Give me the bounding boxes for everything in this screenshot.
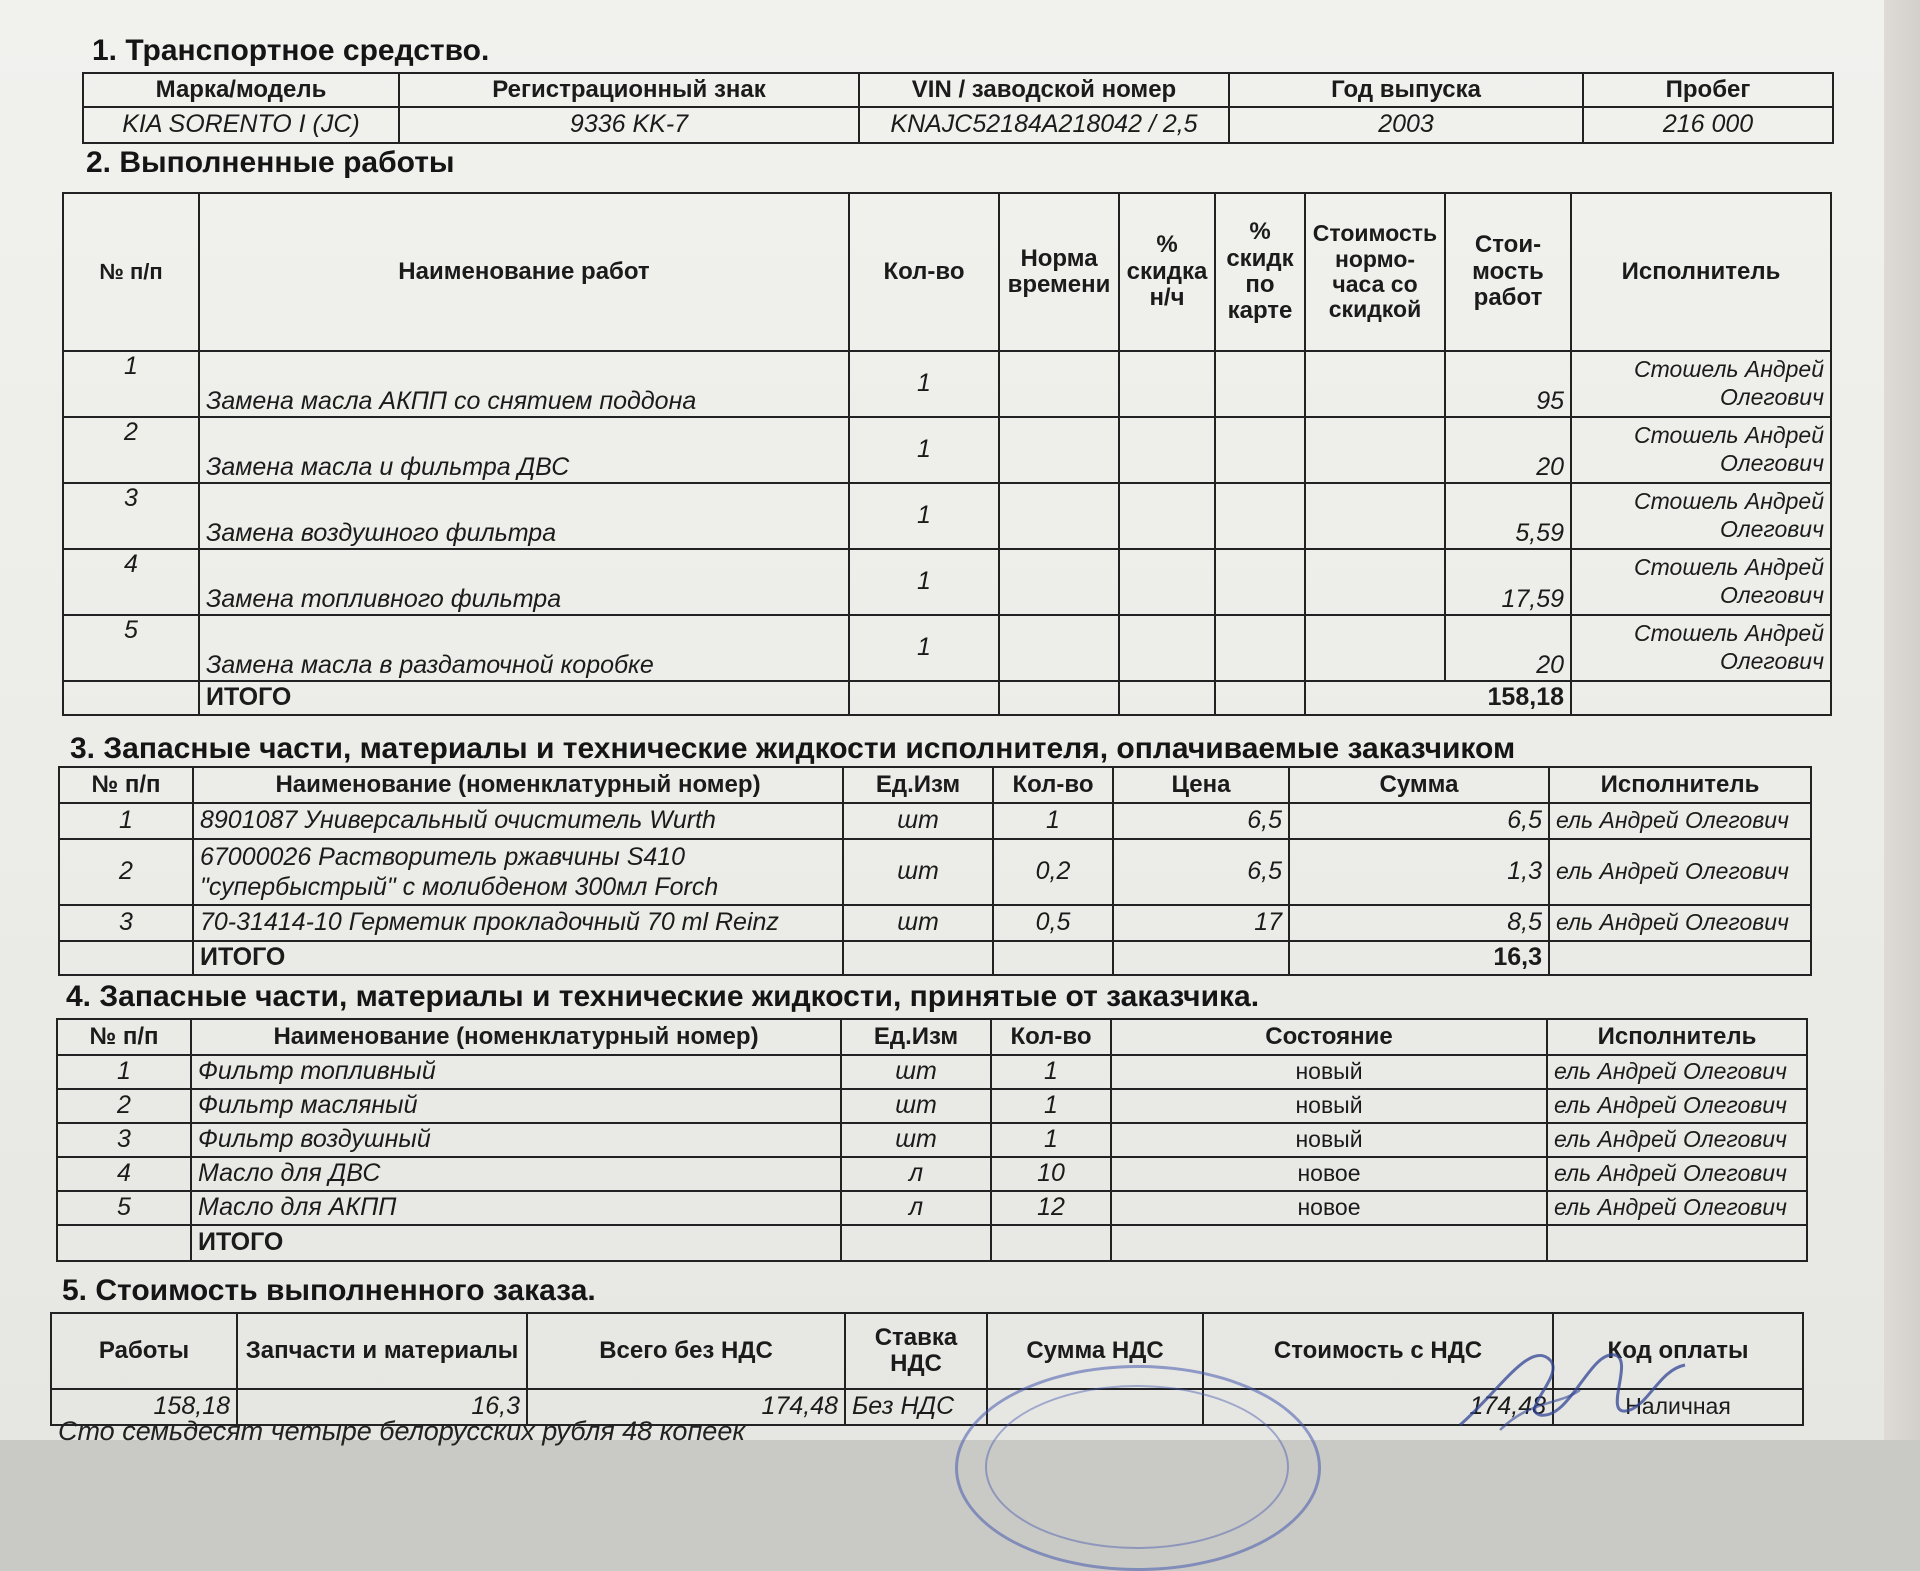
section-title-summary: 5. Стоимость выполненного заказа.: [62, 1274, 596, 1307]
part-name: 8901087 Универсальный очиститель Wurth: [193, 803, 843, 839]
summary-header-vat-sum: Сумма НДС: [987, 1313, 1203, 1389]
summary-works: 158,18: [51, 1389, 237, 1425]
part-price: 6,5: [1113, 839, 1289, 905]
work-cost: 95: [1445, 351, 1571, 417]
empty-cell: [999, 615, 1119, 681]
empty-cell: [1215, 351, 1305, 417]
customer-part-executor: ель Андрей Олегович: [1547, 1089, 1807, 1123]
empty-cell: [993, 941, 1113, 975]
part-unit: шт: [843, 803, 993, 839]
table-row: [57, 1157, 1807, 1191]
works-header-discount-card: % скидк по карте: [1215, 193, 1305, 351]
part-qty: 1: [993, 803, 1113, 839]
customer-parts-header-executor: Исполнитель: [1547, 1019, 1807, 1055]
table-row: [57, 1123, 1807, 1157]
summary-vat-rate: Без НДС: [845, 1389, 987, 1425]
works-header-discount-nh: % скидка н/ч: [1119, 193, 1215, 351]
row-number: 2: [63, 417, 199, 483]
parts-header-unit: Ед.Изм: [843, 767, 993, 803]
empty-cell: [57, 1225, 191, 1261]
summary-header-total-no-vat: Всего без НДС: [527, 1313, 845, 1389]
customer-parts-header-qty: Кол-во: [991, 1019, 1111, 1055]
table-row: [57, 1055, 1807, 1089]
section-title-vehicle: 1. Транспортное средство.: [92, 34, 490, 67]
summary-header-total-vat: Стоимость с НДС: [1203, 1313, 1553, 1389]
vehicle-header-year: Год выпуска: [1229, 73, 1583, 107]
work-name: Замена масла в раздаточной коробке: [199, 615, 849, 681]
empty-cell: [1119, 681, 1215, 715]
section-title-works: 2. Выполненные работы: [86, 146, 455, 179]
summary-parts: 16,3: [237, 1389, 527, 1425]
part-qty: 0,2: [993, 839, 1113, 905]
part-unit: шт: [843, 905, 993, 941]
row-number: 2: [57, 1089, 191, 1123]
row-number: 2: [59, 839, 193, 905]
works-total: 158,18: [1305, 681, 1571, 715]
customer-part-state: новый: [1111, 1089, 1547, 1123]
work-qty: 1: [849, 351, 999, 417]
customer-parts-header-n: № п/п: [57, 1019, 191, 1055]
empty-cell: [1305, 615, 1445, 681]
table-row: [57, 1191, 1807, 1225]
empty-cell: [1119, 417, 1215, 483]
empty-cell: [841, 1225, 991, 1261]
empty-cell: [999, 351, 1119, 417]
part-executor: ель Андрей Олегович: [1549, 803, 1811, 839]
row-number: 3: [57, 1123, 191, 1157]
customer-part-executor: ель Андрей Олегович: [1547, 1157, 1807, 1191]
customer-part-qty: 1: [991, 1089, 1111, 1123]
part-name: 67000026 Растворитель ржавчины S410 "супербыстрый" с молибденом 300мл Forch: [193, 839, 843, 905]
customer-part-name: Масло для АКПП: [191, 1191, 841, 1225]
works-header-name: Наименование работ: [199, 193, 849, 351]
vehicle-header-vin: VIN / заводской номер: [859, 73, 1229, 107]
parts-total-label: ИТОГО: [193, 941, 843, 975]
table-row: [57, 1089, 1807, 1123]
empty-cell: [1119, 615, 1215, 681]
customer-parts-table: [56, 1018, 1808, 1262]
empty-cell: [1305, 417, 1445, 483]
section-title-parts: 3. Запасные части, материалы и технические жидкости исполнителя, оплачиваемые заказчиком: [70, 732, 1516, 765]
part-qty: 0,5: [993, 905, 1113, 941]
customer-part-unit: шт: [841, 1055, 991, 1089]
row-number: 5: [63, 615, 199, 681]
row-number: 1: [57, 1055, 191, 1089]
work-executor: Стошель Андрей Олегович: [1571, 615, 1831, 681]
work-name: Замена воздушного фильтра: [199, 483, 849, 549]
work-name: Замена масла АКПП со снятием поддона: [199, 351, 849, 417]
parts-header-n: № п/п: [59, 767, 193, 803]
page-edge: [1884, 0, 1920, 1440]
empty-cell: [1305, 549, 1445, 615]
work-cost: 17,59: [1445, 549, 1571, 615]
empty-cell: [1305, 351, 1445, 417]
vehicle-model: KIA SORENTO I (JC): [83, 107, 399, 143]
customer-parts-header-unit: Ед.Изм: [841, 1019, 991, 1055]
part-price: 6,5: [1113, 803, 1289, 839]
empty-cell: [1547, 1225, 1807, 1261]
vehicle-vin: KNAJC52184A218042 / 2,5: [859, 107, 1229, 143]
work-executor: Стошель Андрей Олегович: [1571, 417, 1831, 483]
empty-cell: [1111, 1225, 1547, 1261]
parts-header-executor: Исполнитель: [1549, 767, 1811, 803]
table-row: [63, 483, 1831, 549]
works-header-n: № п/п: [63, 193, 199, 351]
empty-cell: [1215, 549, 1305, 615]
stamp-inner-ring: [985, 1385, 1289, 1549]
table-row: [63, 615, 1831, 681]
customer-part-unit: шт: [841, 1123, 991, 1157]
customer-part-name: Фильтр масляный: [191, 1089, 841, 1123]
empty-cell: [843, 941, 993, 975]
customer-part-unit: л: [841, 1191, 991, 1225]
parts-header-qty: Кол-во: [993, 767, 1113, 803]
customer-part-executor: ель Андрей Олегович: [1547, 1191, 1807, 1225]
vehicle-header-plate: Регистрационный знак: [399, 73, 859, 107]
customer-part-qty: 1: [991, 1123, 1111, 1157]
parts-header-name: Наименование (номенклатурный номер): [193, 767, 843, 803]
summary-header-parts: Запчасти и материалы: [237, 1313, 527, 1389]
customer-part-state: новый: [1111, 1055, 1547, 1089]
empty-cell: [1215, 681, 1305, 715]
customer-parts-header-state: Состояние: [1111, 1019, 1547, 1055]
customer-part-executor: ель Андрей Олегович: [1547, 1123, 1807, 1157]
row-number: 3: [63, 483, 199, 549]
customer-part-name: Фильтр топливный: [191, 1055, 841, 1089]
summary-header-vat-rate: Ставка НДС: [845, 1313, 987, 1389]
parts-total: 16,3: [1289, 941, 1549, 975]
works-header-qty: Кол-во: [849, 193, 999, 351]
works-header-nh-cost: Стоимость нормо-часа со скидкой: [1305, 193, 1445, 351]
row-number: 1: [59, 803, 193, 839]
part-sum: 1,3: [1289, 839, 1549, 905]
vehicle-table: [82, 72, 1834, 144]
work-executor: Стошель Андрей Олегович: [1571, 549, 1831, 615]
customer-parts-total-label: ИТОГО: [191, 1225, 841, 1261]
signature-icon: [1440, 1330, 1700, 1440]
empty-cell: [1119, 483, 1215, 549]
part-unit: шт: [843, 839, 993, 905]
table-row: [63, 417, 1831, 483]
customer-part-executor: ель Андрей Олегович: [1547, 1055, 1807, 1089]
part-price: 17: [1113, 905, 1289, 941]
work-qty: 1: [849, 483, 999, 549]
customer-part-state: новое: [1111, 1157, 1547, 1191]
customer-part-name: Масло для ДВС: [191, 1157, 841, 1191]
customer-part-unit: шт: [841, 1089, 991, 1123]
summary-header-works: Работы: [51, 1313, 237, 1389]
row-number: 4: [57, 1157, 191, 1191]
summary-header-payment-code: Код оплаты: [1553, 1313, 1803, 1389]
work-name: Замена масла и фильтра ДВС: [199, 417, 849, 483]
summary-total-no-vat: 174,48: [527, 1389, 845, 1425]
works-table: [62, 192, 1832, 716]
empty-cell: [1119, 549, 1215, 615]
vehicle-mileage: 216 000: [1583, 107, 1833, 143]
empty-cell: [1215, 417, 1305, 483]
part-name: 70-31414-10 Герметик прокладочный 70 ml Reinz: [193, 905, 843, 941]
empty-cell: [1571, 681, 1831, 715]
parts-header-price: Цена: [1113, 767, 1289, 803]
customer-part-qty: 10: [991, 1157, 1111, 1191]
parts-header-sum: Сумма: [1289, 767, 1549, 803]
vehicle-header-model: Марка/модель: [83, 73, 399, 107]
section-title-customer-parts: 4. Запасные части, материалы и технические жидкости, принятые от заказчика.: [66, 980, 1260, 1013]
empty-cell: [991, 1225, 1111, 1261]
work-executor: Стошель Андрей Олегович: [1571, 483, 1831, 549]
works-header-norm: Норма времени: [999, 193, 1119, 351]
work-qty: 1: [849, 549, 999, 615]
vehicle-plate: 9336 KK-7: [399, 107, 859, 143]
empty-cell: [59, 941, 193, 975]
customer-part-qty: 12: [991, 1191, 1111, 1225]
part-sum: 6,5: [1289, 803, 1549, 839]
customer-part-state: новое: [1111, 1191, 1547, 1225]
work-cost: 5,59: [1445, 483, 1571, 549]
empty-cell: [1549, 941, 1811, 975]
empty-cell: [849, 681, 999, 715]
parts-table: [58, 766, 1812, 976]
empty-cell: [1305, 483, 1445, 549]
row-number: 1: [63, 351, 199, 417]
table-row: [63, 351, 1831, 417]
summary-payment-code: Наличная: [1553, 1389, 1803, 1425]
summary-total-vat: 174,48: [1203, 1389, 1553, 1425]
work-qty: 1: [849, 615, 999, 681]
table-row: [59, 839, 1811, 905]
empty-cell: [1215, 615, 1305, 681]
customer-part-state: новый: [1111, 1123, 1547, 1157]
vehicle-header-mileage: Пробег: [1583, 73, 1833, 107]
empty-cell: [1113, 941, 1289, 975]
empty-cell: [999, 681, 1119, 715]
table-row: [63, 549, 1831, 615]
work-cost: 20: [1445, 615, 1571, 681]
customer-part-qty: 1: [991, 1055, 1111, 1089]
empty-cell: [63, 681, 199, 715]
work-cost: 20: [1445, 417, 1571, 483]
works-header-executor: Исполнитель: [1571, 193, 1831, 351]
part-sum: 8,5: [1289, 905, 1549, 941]
table-row: [59, 803, 1811, 839]
work-executor: Стошель Андрей Олегович: [1571, 351, 1831, 417]
amount-in-words: Сто семьдесят четыре белорусских рубля 48 копеек: [58, 1416, 746, 1446]
empty-cell: [1119, 351, 1215, 417]
vehicle-year: 2003: [1229, 107, 1583, 143]
empty-cell: [999, 549, 1119, 615]
table-row: [59, 905, 1811, 941]
works-header-cost: Стои-мость работ: [1445, 193, 1571, 351]
row-number: 5: [57, 1191, 191, 1225]
part-executor: ель Андрей Олегович: [1549, 905, 1811, 941]
part-executor: ель Андрей Олегович: [1549, 839, 1811, 905]
empty-cell: [999, 483, 1119, 549]
customer-parts-header-name: Наименование (номенклатурный номер): [191, 1019, 841, 1055]
row-number: 3: [59, 905, 193, 941]
customer-part-name: Фильтр воздушный: [191, 1123, 841, 1157]
row-number: 4: [63, 549, 199, 615]
works-total-label: ИТОГО: [199, 681, 849, 715]
empty-cell: [1215, 483, 1305, 549]
work-name: Замена топливного фильтра: [199, 549, 849, 615]
customer-part-unit: л: [841, 1157, 991, 1191]
empty-cell: [999, 417, 1119, 483]
work-qty: 1: [849, 417, 999, 483]
